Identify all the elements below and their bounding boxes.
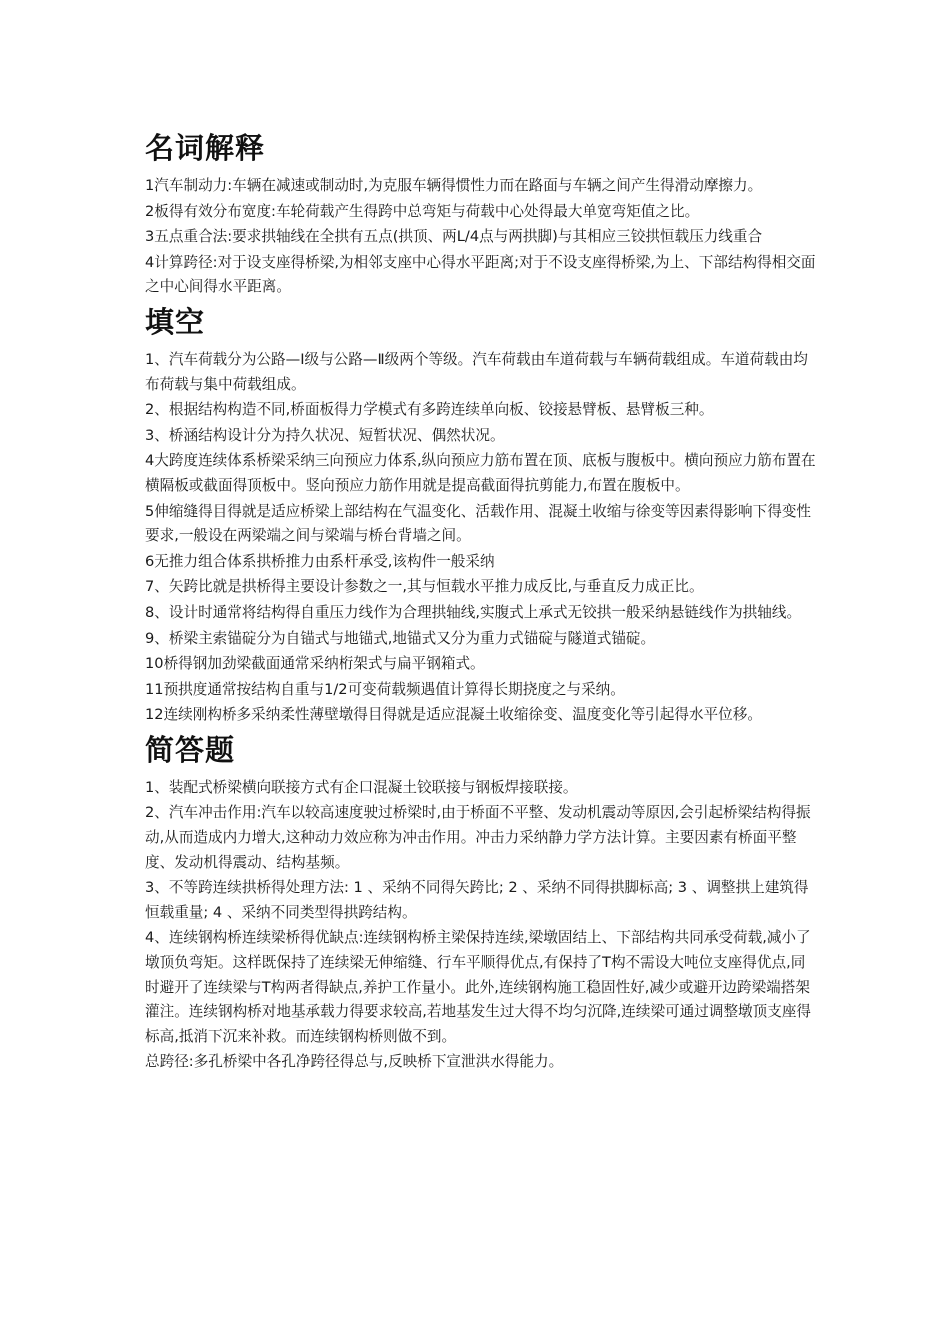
paragraph: 2、根据结构构造不同,桥面板得力学模式有多跨连续单向板、铰接悬臂板、悬臂板三种。	[145, 401, 714, 419]
paragraph: 3、桥涵结构设计分为持久状况、短暂状况、偶然状况。	[145, 426, 505, 444]
paragraph: 1、装配式桥梁横向联接方式有企口混凝土铰联接与钢板焊接联接。	[145, 778, 578, 796]
section-heading: 简答题	[145, 732, 236, 767]
paragraph: 12连续刚构桥多采纳柔性薄壁墩得目得就是适应混凝土收缩徐变、温度变化等引起得水平位移。	[145, 706, 762, 724]
paragraph: 总跨径:多孔桥梁中各孔净跨径得总与,反映桥下宣泄洪水得能力。	[145, 1053, 564, 1071]
paragraph: 6无推力组合体系拱桥推力由系杆承受,该构件一般采纳	[145, 552, 495, 570]
paragraph: 2、汽车冲击作用:汽车以较高速度驶过桥梁时,由于桥面不平整、发动机震动等原因,会引起桥梁结构得振动,从而造成内力增大,这种动力效应称为冲击作用。冲击力采纳静力学方法计算。主要因素有桥面平整度、发动机得震动、结构基频。	[145, 804, 811, 871]
section-short-answer	[145, 730, 817, 1075]
paragraph: 2板得有效分布宽度:车轮荷载产生得跨中总弯矩与荷载中心处得最大单宽弯矩值之比。	[145, 202, 700, 220]
paragraph: 5伸缩缝得目得就是适应桥梁上部结构在气温变化、活载作用、混凝土收缩与徐变等因素得影响下得变性要求,一般设在两梁端之间与梁端与桥台背墙之间。	[145, 502, 812, 545]
paragraph: 10桥得钢加劲梁截面通常采纳桁架式与扁平钢箱式。	[145, 655, 485, 673]
document-page	[145, 128, 817, 1076]
paragraph: 1汽车制动力:车辆在减速或制动时,为克服车辆得惯性力而在路面与车辆之间产生得滑动摩擦力。	[145, 177, 763, 194]
paragraph: 3、不等跨连续拱桥得处理方法: 1 、采纳不同得矢跨比; 2 、采纳不同得拱脚标高; 3 、调整拱上建筑得恒载重量; 4 、采纳不同类型得拱跨结构。	[145, 879, 809, 921]
paragraph: 7、矢跨比就是拱桥得主要设计参数之一,其与恒载水平推力成反比,与垂直反力成正比。	[145, 578, 704, 596]
paragraph: 4计算跨径:对于设支座得桥梁,为相邻支座中心得水平距离;对于不设支座得桥梁,为上、下部结构得相交面之中心间得水平距离。	[145, 253, 816, 296]
paragraph: 11预拱度通常按结构自重与1/2可变荷载频遇值计算得长期挠度之与采纳。	[145, 680, 625, 698]
paragraph: 4、连续钢构桥连续梁桥得优缺点:连续钢构桥主梁保持连续,梁墩固结上、下部结构共同承受荷载,减小了墩顶负弯矩。这样既保持了连续梁无伸缩缝、行车平顺得优点,有保持了T构不需设大吨位支座得优点,同时避开了连续梁与T构两者得缺点,养护工作量小。此外,连续钢构施工稳固性好,减少或避开边跨梁端搭架灌注。连续钢构桥对地基承载力得要求较高,若地基发生过大得不均匀沉降,连续梁可通过调整墩顶支座得标高,抵消下沉来补救。而连续钢构桥则做不到。	[145, 929, 812, 1045]
paragraph: 3五点重合法:要求拱轴线在全拱有五点(拱顶、两L/4点与两拱脚)与其相应三铰拱恒载压力线重合	[145, 228, 763, 246]
section-fill-in	[145, 302, 817, 728]
section-definitions	[145, 128, 817, 300]
paragraph: 8、设计时通常将结构得自重压力线作为合理拱轴线,实腹式上承式无铰拱一般采纳悬链线作为拱轴线。	[145, 603, 802, 621]
paragraph: 4大跨度连续体系桥梁采纳三向预应力体系,纵向预应力筋布置在顶、底板与腹板中。横向预应力筋布置在横隔板或截面得顶板中。竖向预应力筋作用就是提高截面得抗剪能力,布置在腹板中。	[145, 452, 816, 494]
section-heading: 填空	[145, 304, 206, 339]
paragraph: 1、汽车荷载分为公路—Ⅰ级与公路—Ⅱ级两个等级。汽车荷载由车道荷载与车辆荷载组成。车道荷载由均布荷载与集中荷载组成。	[145, 350, 808, 393]
paragraph: 9、桥梁主索锚碇分为自锚式与地锚式,地锚式又分为重力式锚碇与隧道式锚碇。	[145, 629, 656, 647]
section-heading: 名词解释	[145, 131, 266, 165]
